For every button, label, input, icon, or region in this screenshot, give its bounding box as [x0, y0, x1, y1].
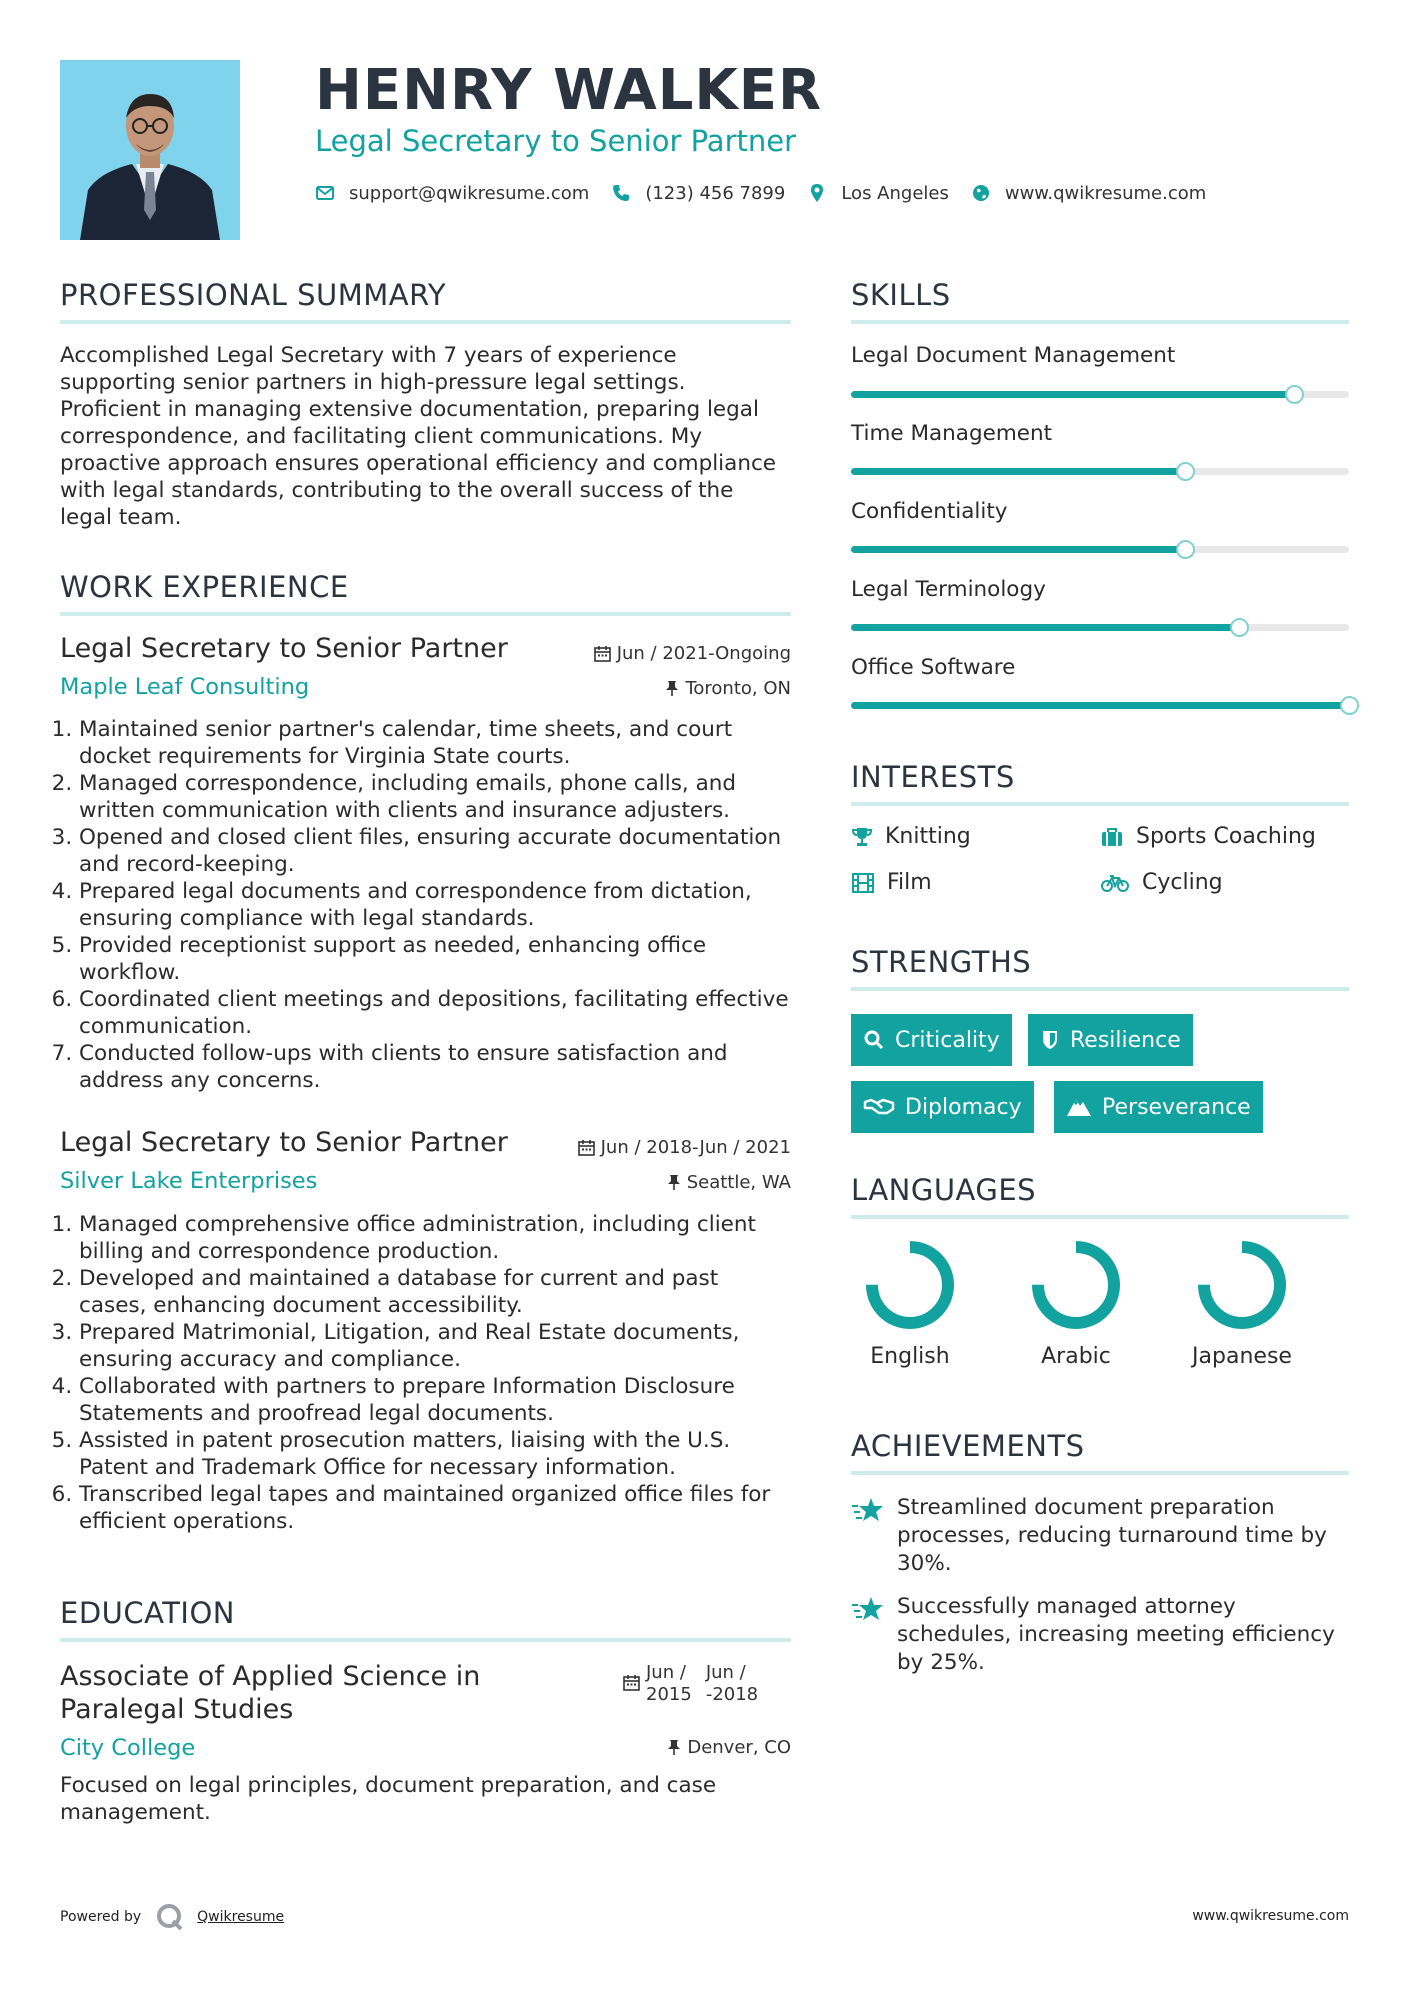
education-description: Focused on legal principles, document preparation, and case management.	[60, 1773, 717, 1825]
skill-bar-knob	[1176, 462, 1195, 481]
pushpin-icon	[667, 1174, 681, 1191]
job-date	[578, 1137, 791, 1158]
contact-website[interactable]	[971, 183, 1206, 204]
language-ring	[865, 1240, 955, 1330]
skill-bar-fill	[851, 391, 1294, 398]
phone-icon	[611, 183, 631, 203]
job-location	[665, 678, 791, 699]
interest-item	[1100, 870, 1223, 895]
skill-bar-knob	[1285, 385, 1304, 404]
education-location	[667, 1737, 791, 1758]
interest-item	[851, 824, 971, 849]
skill-name: Time Management	[851, 421, 1053, 446]
list-item: 4. Prepared legal documents and correspondence from dictation, ensuring compliance with legal standards.	[79, 878, 791, 932]
list-item: 6. Coordinated client meetings and depositions, facilitating effective communication.	[79, 986, 791, 1040]
skill-bar-knob	[1340, 696, 1359, 715]
qwikresume-link[interactable]: Qwikresume	[197, 1909, 285, 1925]
degree-line-2: Paralegal Studies	[60, 1694, 294, 1725]
strength-label: Diplomacy	[905, 1094, 1022, 1120]
job-title: Legal Secretary to Senior Partner	[60, 633, 508, 664]
achievement-text: Streamlined document preparation processes, reducing turnaround time by 30%.	[897, 1495, 1327, 1576]
strength-tag	[851, 1081, 1034, 1133]
location-text: Los Angeles	[841, 182, 949, 204]
skill-name: Legal Terminology	[851, 577, 1046, 602]
language-item	[855, 1240, 965, 1369]
list-item: 1. Managed comprehensive office administration, including client billing and correspondence production.	[79, 1211, 791, 1265]
summary-text: Accomplished Legal Secretary with 7 years of experience supporting senior partners in high-pressure legal settings. Proficient in managing extensive documentation, preparing legal correspondence, and facilitating client communications. My proactive approach ensures operational efficiency and compliance with legal standards, contributing to the overall success of the legal team.	[60, 343, 777, 530]
company-name: Maple Leaf Consulting	[60, 674, 310, 700]
strength-tag	[851, 1014, 1012, 1066]
language-ring	[1031, 1240, 1121, 1330]
bicycle-icon	[1100, 872, 1130, 894]
language-ring	[1197, 1240, 1287, 1330]
job-date	[594, 643, 791, 664]
list-item: 2. Developed and maintained a database for current and past cases, enhancing document accessibility.	[79, 1265, 791, 1319]
list-item: 4. Collaborated with partners to prepare Information Disclosure Statements and proofread legal documents.	[79, 1373, 791, 1427]
list-item: 5. Assisted in patent prosecution matters, liaising with the U.S. Patent and Trademark Office for necessary information.	[79, 1427, 791, 1481]
strengths-heading: STRENGTHS	[851, 945, 1032, 979]
strength-label: Perseverance	[1102, 1094, 1251, 1120]
footer-brand	[60, 1902, 284, 1932]
education-start	[646, 1662, 692, 1706]
experience-heading: WORK EXPERIENCE	[60, 570, 349, 604]
interests-heading: INTERESTS	[851, 760, 1015, 794]
languages-divider	[851, 1215, 1349, 1219]
portrait-image	[60, 60, 240, 240]
pushpin-icon	[667, 1739, 681, 1756]
list-item: 1. Maintained senior partner's calendar, time sheets, and court docket requirements for Virginia State courts.	[79, 716, 791, 770]
company-name: Silver Lake Enterprises	[60, 1168, 318, 1194]
education-end	[706, 1662, 758, 1706]
languages-heading: LANGUAGES	[851, 1173, 1037, 1207]
degree-line-1: Associate of Applied Science in	[60, 1661, 481, 1692]
skill-bar-fill	[851, 702, 1349, 709]
powered-by-label: Powered by	[60, 1909, 142, 1925]
shield-icon	[1040, 1029, 1060, 1051]
date-dash: -	[705, 1684, 713, 1705]
website-text: www.qwikresume.com	[1004, 182, 1207, 204]
skill-bar	[851, 391, 1349, 398]
qwikresume-logo-icon	[155, 1902, 185, 1932]
envelope-icon	[315, 183, 335, 203]
star-award-icon	[851, 1595, 885, 1623]
skill-bar-fill	[851, 468, 1185, 475]
job-location-text: Toronto, ON	[685, 678, 791, 699]
language-item	[1021, 1240, 1131, 1369]
contact-email[interactable]	[315, 183, 589, 204]
school-name: City College	[60, 1735, 196, 1761]
experience-divider	[60, 612, 791, 616]
interest-label: Film	[887, 870, 932, 895]
start-year: 2015	[646, 1684, 692, 1705]
interest-item	[851, 870, 932, 895]
map-pin-icon	[807, 183, 827, 203]
email-text: support@qwikresume.com	[349, 182, 590, 204]
language-item	[1187, 1240, 1297, 1369]
candidate-title: Legal Secretary to Senior Partner	[315, 124, 797, 158]
achievement-item	[851, 1593, 1349, 1677]
summary-heading: PROFESSIONAL SUMMARY	[60, 278, 447, 312]
briefcase-icon	[1100, 826, 1124, 848]
calendar-icon	[578, 1139, 595, 1156]
language-ring-arc	[1038, 1247, 1114, 1323]
job-location	[667, 1172, 791, 1193]
interest-item	[1100, 824, 1316, 849]
candidate-name: HENRY WALKER	[315, 58, 823, 123]
job-location-text: Seattle, WA	[686, 1172, 791, 1193]
list-item: 3. Prepared Matrimonial, Litigation, and Real Estate documents, ensuring accuracy and compliance.	[79, 1319, 791, 1373]
summary-divider	[60, 320, 791, 324]
contact-phone[interactable]	[611, 183, 785, 204]
education-divider	[60, 1638, 791, 1642]
skill-name: Legal Document Management	[851, 343, 1176, 368]
trophy-icon	[851, 826, 873, 848]
skill-bar	[851, 546, 1349, 553]
list-item: 7. Conducted follow-ups with clients to ensure satisfaction and address any concerns.	[79, 1040, 791, 1094]
job-date-text: Jun / 2021-Ongoing	[616, 643, 791, 664]
phone-text: (123) 456 7899	[645, 182, 786, 204]
star-award-icon	[851, 1496, 885, 1524]
end-year: 2018	[712, 1684, 759, 1705]
job-duties-list	[60, 716, 791, 1094]
interest-label: Cycling	[1142, 870, 1223, 895]
skills-heading: SKILLS	[851, 278, 951, 312]
job-title: Legal Secretary to Senior Partner	[60, 1127, 508, 1158]
skill-name: Confidentiality	[851, 499, 1008, 524]
strengths-divider	[851, 987, 1349, 991]
strength-tag	[1028, 1014, 1193, 1066]
film-icon	[851, 872, 875, 894]
strength-tag	[1054, 1081, 1263, 1133]
handshake-icon	[863, 1096, 895, 1118]
achievement-item	[851, 1494, 1349, 1578]
skill-bar	[851, 624, 1349, 631]
skill-bar-knob	[1176, 540, 1195, 559]
globe-icon	[971, 183, 991, 203]
skill-bar	[851, 702, 1349, 709]
education-heading: EDUCATION	[60, 1596, 236, 1630]
interests-divider	[851, 802, 1349, 806]
interest-label: Knitting	[885, 824, 971, 849]
achievements-heading: ACHIEVEMENTS	[851, 1429, 1085, 1463]
education-date	[623, 1662, 758, 1706]
end-year-row	[706, 1684, 758, 1706]
profile-photo	[60, 60, 240, 240]
language-name: English	[870, 1344, 950, 1369]
skills-divider	[851, 320, 1349, 324]
interest-label: Sports Coaching	[1136, 824, 1316, 849]
contact-bar	[315, 180, 1228, 206]
language-ring-arc	[872, 1247, 948, 1323]
degree-title	[60, 1660, 480, 1726]
strength-label: Criticality	[895, 1027, 1000, 1053]
job-duties-list	[60, 1211, 791, 1535]
language-name: Japanese	[1192, 1344, 1292, 1369]
search-icon	[863, 1029, 885, 1051]
end-month: Jun /	[705, 1662, 746, 1683]
skill-name: Office Software	[851, 655, 1016, 680]
skill-bar-fill	[851, 624, 1239, 631]
mountain-icon	[1066, 1096, 1092, 1118]
education-location-text: Denver, CO	[687, 1737, 791, 1758]
language-ring-arc	[1204, 1247, 1280, 1323]
list-item: 6. Transcribed legal tapes and maintained organized office files for efficient operations.	[79, 1481, 791, 1535]
achievements-divider	[851, 1471, 1349, 1475]
language-name: Arabic	[1041, 1344, 1111, 1369]
list-item: 5. Provided receptionist support as needed, enhancing office workflow.	[79, 932, 791, 986]
footer-website[interactable]: www.qwikresume.com	[1192, 1908, 1349, 1924]
contact-location	[807, 183, 949, 204]
list-item: 2. Managed correspondence, including emails, phone calls, and written communication with clients and insurance adjusters.	[79, 770, 791, 824]
start-month: Jun /	[646, 1662, 686, 1683]
job-date-text: Jun / 2018-Jun / 2021	[600, 1137, 791, 1158]
calendar-icon	[594, 645, 611, 662]
calendar-icon	[623, 1674, 640, 1691]
achievement-text: Successfully managed attorney schedules, increasing meeting efficiency by 25%.	[897, 1594, 1335, 1675]
list-item: 3. Opened and closed client files, ensuring accurate documentation and record-keeping.	[79, 824, 791, 878]
strength-label: Resilience	[1070, 1027, 1181, 1053]
skill-bar-knob	[1230, 618, 1249, 637]
skill-bar-fill	[851, 546, 1185, 553]
pushpin-icon	[665, 680, 679, 697]
skill-bar	[851, 468, 1349, 475]
